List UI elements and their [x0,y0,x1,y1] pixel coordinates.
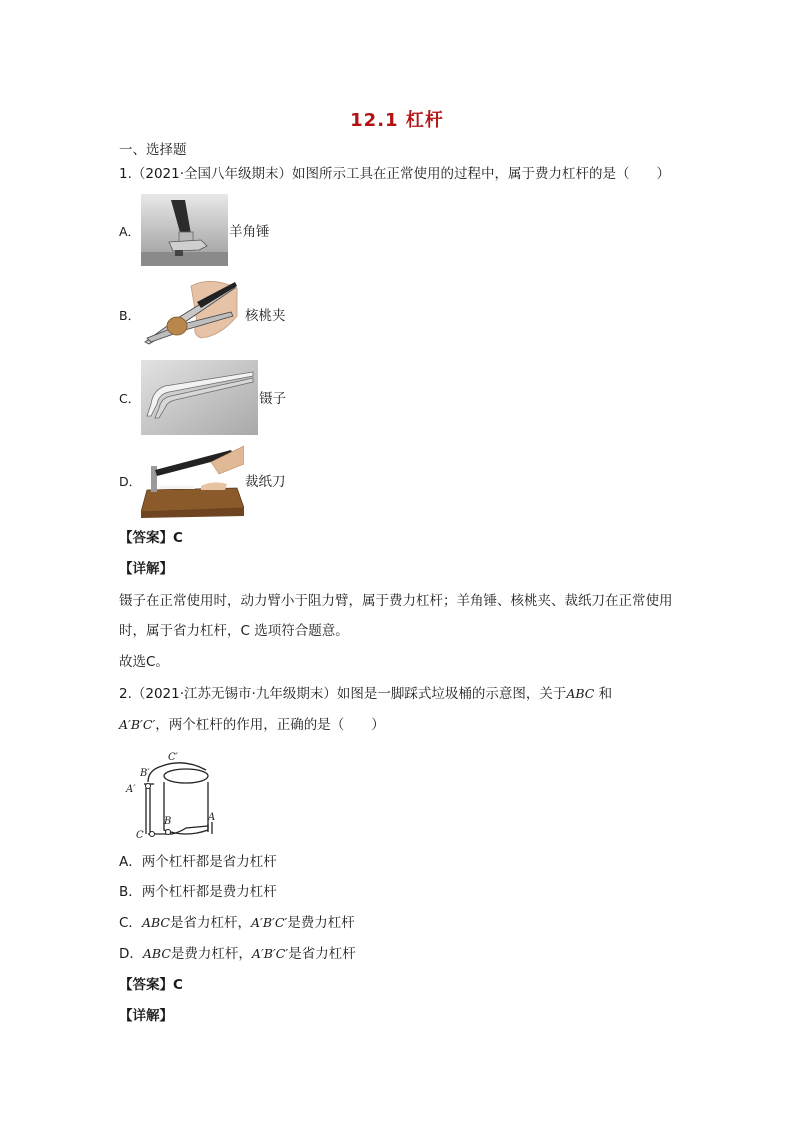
q1-option-d-label: 裁纸刀 [245,474,286,490]
q2-answer: 【答案】C [119,977,183,993]
q1-answer: 【答案】C [119,530,183,546]
q1-option-d-letter: D． [119,474,142,489]
q2-stem-line1: 2.（2021·江苏无锡市·九年级期末）如图是一脚踩式垃圾桶的示意图，关于ABC 和 [119,686,613,702]
q1-option-b-label: 核桃夹 [245,308,286,324]
label-c: C [136,830,144,841]
tweezers-image [141,360,258,435]
paper-cutter-image [141,444,244,518]
label-a-prime: A′ [126,784,136,795]
q2-option-a: A．两个杠杆都是省力杠杆 [119,854,277,870]
section-heading: 一、选择题 [119,142,187,158]
q1-stem: 1.（2021·全国八年级期末）如图所示工具在正常使用的过程中，属于费力杠杆的是（ ） [119,166,671,182]
q1-option-c-letter: C． [119,391,141,406]
label-b: B [164,816,172,827]
nutcracker-image [141,276,239,346]
q2-explain-heading: 【详解】 [119,1008,173,1024]
q1-option-a-letter: A． [119,224,141,239]
page-title: 12.1 杠杆 [350,110,444,131]
q1-conclusion: 故选C。 [119,654,169,670]
q2-option-b: B．两个杠杆都是费力杠杆 [119,884,277,900]
q2-option-c: C．ABC是省力杠杆，A′B′C′是费力杠杆 [119,915,355,931]
q1-option-a-label: 羊角锤 [229,224,270,240]
q1-explain-text: 镊子在正常使用时，动力臂小于阻力臂，属于费力杠杆；羊角锤、核桃夹、裁纸刀在正常使用时，属于省力杠杆，C 选项符合题意。 [119,593,673,639]
label-a: A [208,812,216,823]
trash-can-diagram [124,748,224,844]
q1-option-b-letter: B． [119,308,141,323]
label-c-prime: C′ [168,752,178,763]
q1-option-c-label: 镊子 [259,391,286,407]
q2-option-d: D．ABC是费力杠杆，A′B′C′是省力杠杆 [119,946,356,962]
q1-explain-heading: 【详解】 [119,561,173,577]
hammer-image [141,194,228,266]
label-b-prime: B′ [140,768,150,779]
q2-stem-line2: A′B′C′，两个杠杆的作用，正确的是（ ） [119,717,385,733]
